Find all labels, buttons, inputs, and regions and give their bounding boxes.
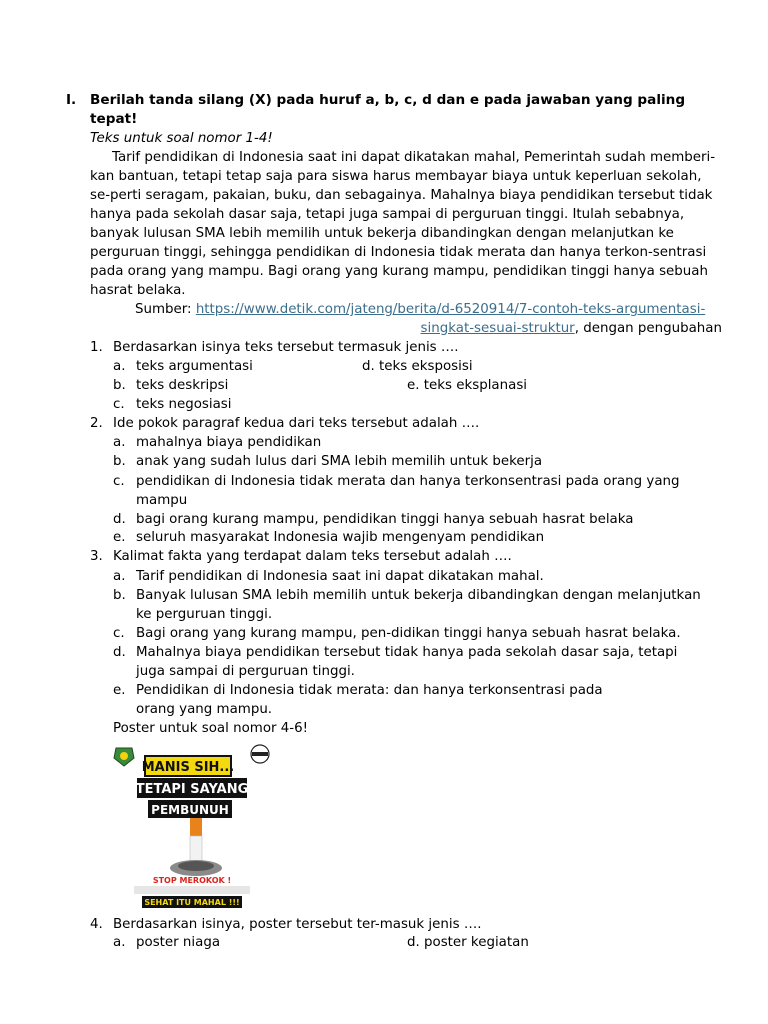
source-line-2 — [421, 319, 722, 338]
section-instruction: Berilah tanda silang (X) pada huruf a, b, c, d dan e pada jawaban yang paling tepat! — [90, 92, 686, 127]
option-letter-c: c. — [113, 626, 125, 641]
option-b-continued[interactable]: ke perguruan tinggi. — [136, 607, 273, 622]
source-suffix: , dengan pengubahan — [574, 321, 722, 336]
option-e-continued[interactable]: orang yang mampu. — [136, 702, 273, 717]
option-letter-b: b. — [113, 378, 126, 393]
poster-intro: Poster untuk soal nomor 4-6! — [113, 721, 309, 736]
option-letter-e: e. — [113, 530, 126, 545]
option-d[interactable]: d. poster kegiatan — [407, 935, 529, 950]
option-letter-b: b. — [113, 588, 126, 603]
option-a[interactable]: Tarif pendidikan di Indonesia saat ini dapat dikatakan mahal. — [136, 569, 544, 584]
option-a[interactable]: teks argumentasi — [136, 359, 253, 374]
option-letter-c: c. — [113, 397, 125, 412]
source-link-continued[interactable]: singkat-sesuai-struktur — [420, 321, 575, 336]
question-number: 2. — [90, 416, 103, 431]
question-text: Ide pokok paragraf kedua dari teks tersebut adalah …. — [113, 416, 480, 431]
poster-line-3: PEMBUNUH — [151, 803, 229, 817]
reading-paragraph: Tarif pendidikan di Indonesia saat ini dapat dikatakan mahal, Pemerintah sudah memberi-kan bantuan, tetapi tetap saja para siswa harus membayar biaya untuk keperluan sekolah, se-perti seragam, pakaian, buku, dan sebagainya. Mahalnya biaya pendidikan tersebut tidak hanya pada sekolah dasar saja, tetapi juga sampai di perguruan tinggi. Itulah sebabnya, banyak lulusan SMA lebih memilih untuk bekerja dibandingkan dengan melanjutkan ke perguruan tinggi, sehingga pendidikan di Indonesia tidak merata dan hanya terkon-sentrasi pada orang yang mampu. Bagi orang yang kurang mampu, pendidikan tinggi hanya sebuah hasrat belaka. — [90, 150, 716, 298]
anti-smoking-poster — [112, 744, 272, 910]
section-number: I. — [66, 92, 77, 108]
option-a[interactable]: mahalnya biaya pendidikan — [136, 435, 322, 450]
poster-fine-print — [134, 886, 250, 894]
poster-line-1: MANIS SIH... — [141, 760, 235, 775]
option-letter-b: b. — [113, 454, 126, 469]
text-intro: Teks untuk soal nomor 1-4! — [90, 131, 273, 146]
poster-footer-text: SEHAT ITU MAHAL !!! — [144, 898, 240, 907]
source-label: Sumber: — [135, 302, 196, 317]
question-text: Berdasarkan isinya teks tersebut termasuk jenis …. — [113, 340, 459, 355]
option-c[interactable]: teks negosiasi — [136, 397, 232, 412]
cigarette-icon — [170, 818, 222, 876]
option-d[interactable]: Mahalnya biaya pendidikan tersebut tidak hanya pada sekolah dasar saja, tetapi — [136, 645, 678, 660]
organization-badge-icon — [251, 745, 269, 763]
poster-line-2: TETAPI SAYANG — [135, 782, 249, 797]
question-number: 1. — [90, 340, 103, 355]
poster-graphic — [112, 744, 272, 910]
option-e[interactable]: seluruh masyarakat Indonesia wajib mengenyam pendidikan — [136, 530, 545, 545]
option-e[interactable]: Pendidikan di Indonesia tidak merata: dan hanya terkonsentrasi pada — [136, 683, 603, 698]
option-letter-a: a. — [113, 569, 126, 584]
option-letter-d: d. — [113, 512, 126, 527]
option-letter-d: d. — [113, 645, 126, 660]
option-letter-c: c. — [113, 474, 125, 489]
source-line-1 — [135, 300, 705, 319]
question-text: Kalimat fakta yang terdapat dalam teks tersebut adalah …. — [113, 549, 512, 564]
option-b[interactable]: Banyak lulusan SMA lebih memilih untuk bekerja dibandingkan dengan melanjutkan — [136, 588, 701, 603]
option-a[interactable]: poster niaga — [136, 935, 221, 950]
source-link[interactable]: https://www.detik.com/jateng/berita/d-6520914/7-contoh-teks-argumentasi- — [195, 302, 706, 317]
question-number: 4. — [90, 917, 103, 932]
option-b[interactable]: anak yang sudah lulus dari SMA lebih memilih untuk bekerja — [136, 454, 543, 469]
option-letter-a: a. — [113, 359, 126, 374]
option-d-continued[interactable]: juga sampai di perguruan tinggi. — [136, 664, 355, 679]
question-text: Berdasarkan isinya, poster tersebut ter-masuk jenis …. — [113, 917, 482, 932]
question-number: 3. — [90, 549, 103, 564]
option-c-continued[interactable]: mampu — [136, 493, 188, 508]
option-letter-a: a. — [113, 935, 126, 950]
poster-stop-text: STOP MEROKOK ! — [152, 876, 232, 885]
school-crest-icon — [114, 748, 134, 766]
option-e[interactable]: e. teks eksplanasi — [407, 378, 528, 393]
option-b[interactable]: teks deskripsi — [136, 378, 229, 393]
option-c[interactable]: pendidikan di Indonesia tidak merata dan hanya terkonsentrasi pada orang yang — [136, 474, 680, 489]
option-d[interactable]: d. teks eksposisi — [362, 359, 473, 374]
option-letter-e: e. — [113, 683, 126, 698]
option-letter-a: a. — [113, 435, 126, 450]
option-d[interactable]: bagi orang kurang mampu, pendidikan tinggi hanya sebuah hasrat belaka — [136, 512, 634, 527]
option-c[interactable]: Bagi orang yang kurang mampu, pen-didikan tinggi hanya sebuah hasrat belaka. — [136, 626, 681, 641]
